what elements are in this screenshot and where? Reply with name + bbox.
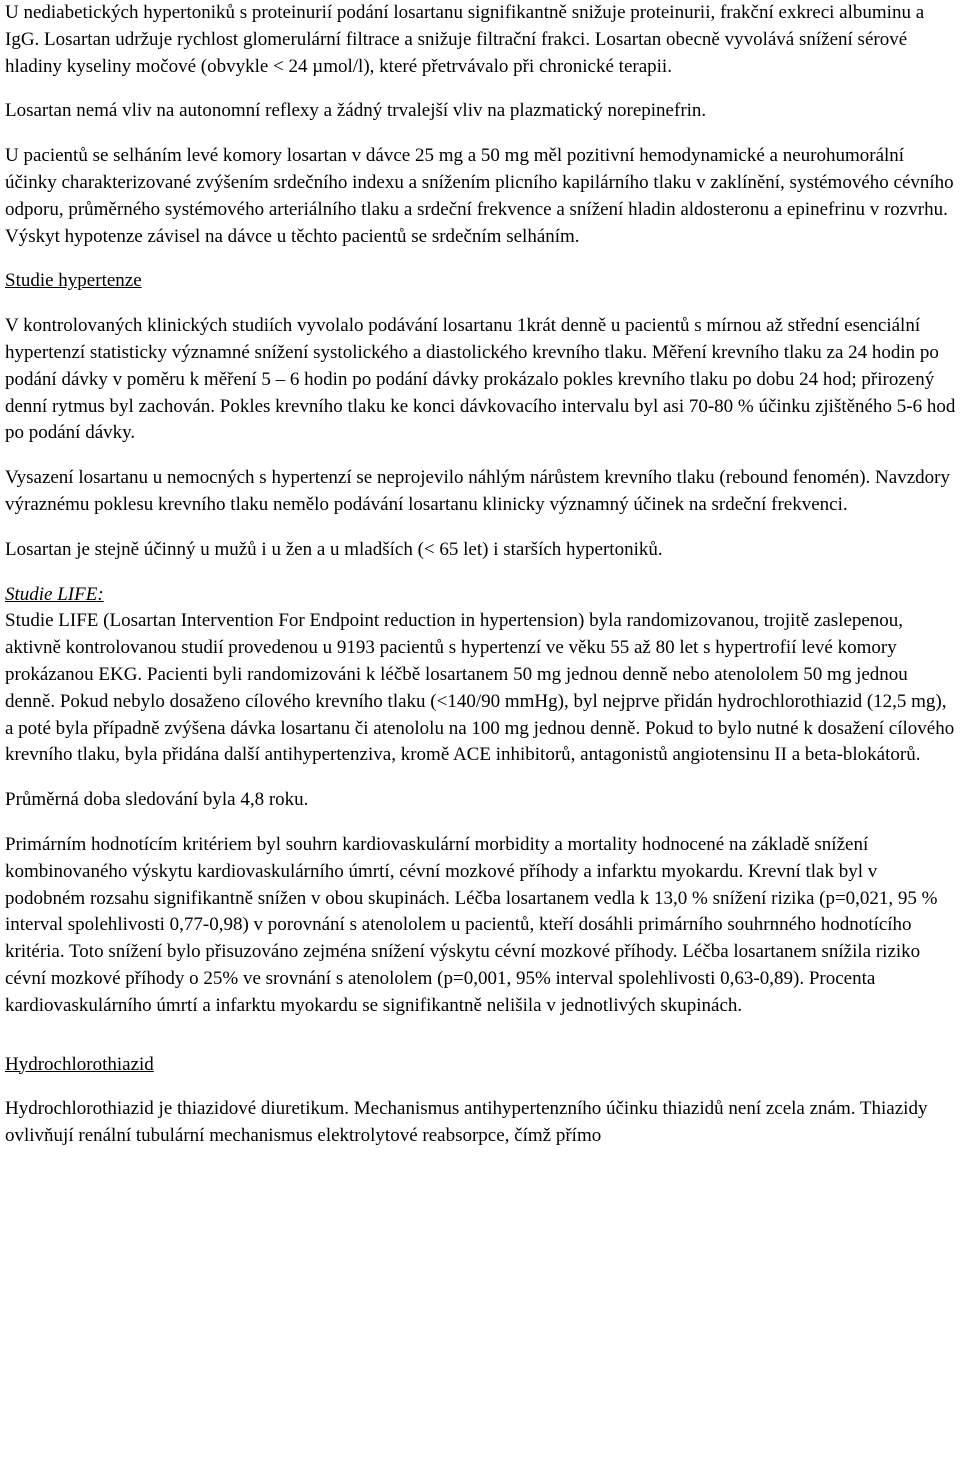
paragraph-rebound: Vysazení losartanu u nemocných s hypertenzí se neprojevilo náhlým nárůstem krevního tlaku (rebound fenomén). Navzdory výraznému poklesu krevního tlaku nemělo podávání losartanu klinicky významný účinek na srdeční frekvenci. xyxy=(5,467,950,515)
paragraph-hctz-mechanism: Hydrochlorothiazid je thiazidové diuretikum. Mechanismus antihypertenzního účinku thiazidů není zcela znám. Thiazidy ovlivňují renální tubulární mechanismus elektrolytové reabsorpce, čímž přímo xyxy=(5,1098,928,1147)
paragraph-autonomic-reflexes: Losartan nemá vliv na autonomní reflexy a žádný trvalejší vliv na plazmatický norepinefrin. xyxy=(5,100,707,122)
paragraph-proteinuria: U nediabetických hypertoniků s proteinurií podání losartanu signifikantně snižuje proteinurii, frakční exkreci albuminu a IgG. Losartan udržuje rychlost glomerulární filtrace a snižuje filtrační frakci. Losartan obecně vyvolává snížení sérové hladiny kyseliny močové (obvykle < 24 µmol/l), které přetrvávalo při chronické terapii. xyxy=(5,2,925,77)
paragraph-life-design: Studie LIFE (Losartan Intervention For Endpoint reduction in hypertension) byla randomizovanou, trojitě zaslepenou, aktivně kontrolovanou studií provedenou u 9193 pacientů s hypertenzí ve věku 55 až 80 let s hypertrofií levé komory prokázanou EKG. Pacienti byli randomizováni k léčbě losartanem 50 mg jednou denně nebo atenololem 50 mg jednou denně. Pokud nebylo dosaženo cílového krevního tlaku (<140/90 mmHg), byl nejprve přidán hydrochlorothiazid (12,5 mg), a poté byla případně zvýšena dávka losartanu či atenololu na 100 mg jednou denně. Pokud to bylo nutné k dosažení cílového krevního tlaku, byla přidána další antihypertenziva, kromě ACE inhibitorů, antagonistů angiotensinu II a beta-blokátorů. xyxy=(5,610,955,766)
section-hypertension xyxy=(5,268,957,563)
document-page xyxy=(5,0,957,1168)
heading-life-study: Studie LIFE: xyxy=(5,583,104,605)
paragraph-efficacy-groups: Losartan je stejně účinný u mužů i u žen a u mladších (< 65 let) i starších hypertoniků. xyxy=(5,538,663,560)
section-hydrochlorothiazide xyxy=(5,1052,957,1150)
paragraph-heart-failure: U pacientů se selháním levé komory losartan v dávce 25 mg a 50 mg měl pozitivní hemodynamické a neurohumorální účinky charakterizované zvýšením srdečního indexu a snížením plicního kapilárního tlaku v zaklínění, systémového cévního odporu, průměrného systémového arteriálního tlaku a srdeční frekvence a snížení hladin aldosteronu a epinefrinu v rozvrhu. Výskyt hypotenze závisel na dávce u těchto pacientů se srdečním selháním. xyxy=(5,145,954,247)
section-life-study xyxy=(5,582,957,1020)
heading-hydrochlorothiazide: Hydrochlorothiazid xyxy=(5,1053,154,1075)
paragraph-controlled-studies: V kontrolovaných klinických studiích vyvolalo podávání losartanu 1krát denně u pacientů s mírnou až střední esenciální hypertenzí statisticky významné snížení systolického a diastolického krevního tlaku. Měření krevního tlaku za 24 hodin po podání dávky v poměru k měření 5 – 6 hodin po podání dávky prokázalo pokles krevního tlaku po dobu 24 hod; přirozený denní rytmus byl zachován. Pokles krevního tlaku ke konci dávkovacího intervalu byl asi 70-80 % účinku zjištěného 5-6 hod po podání dávky. xyxy=(5,315,956,444)
heading-hypertension-studies: Studie hypertenze xyxy=(5,270,142,292)
paragraph-follow-up: Průměrná doba sledování byla 4,8 roku. xyxy=(5,789,309,811)
paragraph-primary-endpoint: Primárním hodnotícím kritériem byl souhrn kardiovaskulární morbidity a mortality hodnocené na základě snížení kombinovaného výskytu kardiovaskulárního úmrtí, cévní mozkové příhody a infarktu myokardu. Krevní tlak byl v podobném rozsahu signifikantně snížen v obou skupinách. Léčba losartanem vedla k 13,0 % snížení rizika (p=0,021, 95 % interval spolehlivosti 0,77-0,98) v porovnání s atenololem u pacientů, kteří dosáhli primárního souhrnného hodnotícího kritéria. Toto snížení bylo přisuzováno zejména snížení výskytu cévní mozkové příhody. Léčba losartanem snížila riziko cévní mozkové příhody o 25% ve srovnání s atenololem (p=0,001, 95% interval spolehlivosti 0,63-0,89). Procenta kardiovaskulárního úmrtí a infarktu myokardu se signifikantně nelišila v jednotlivých skupinách. xyxy=(5,833,938,1016)
